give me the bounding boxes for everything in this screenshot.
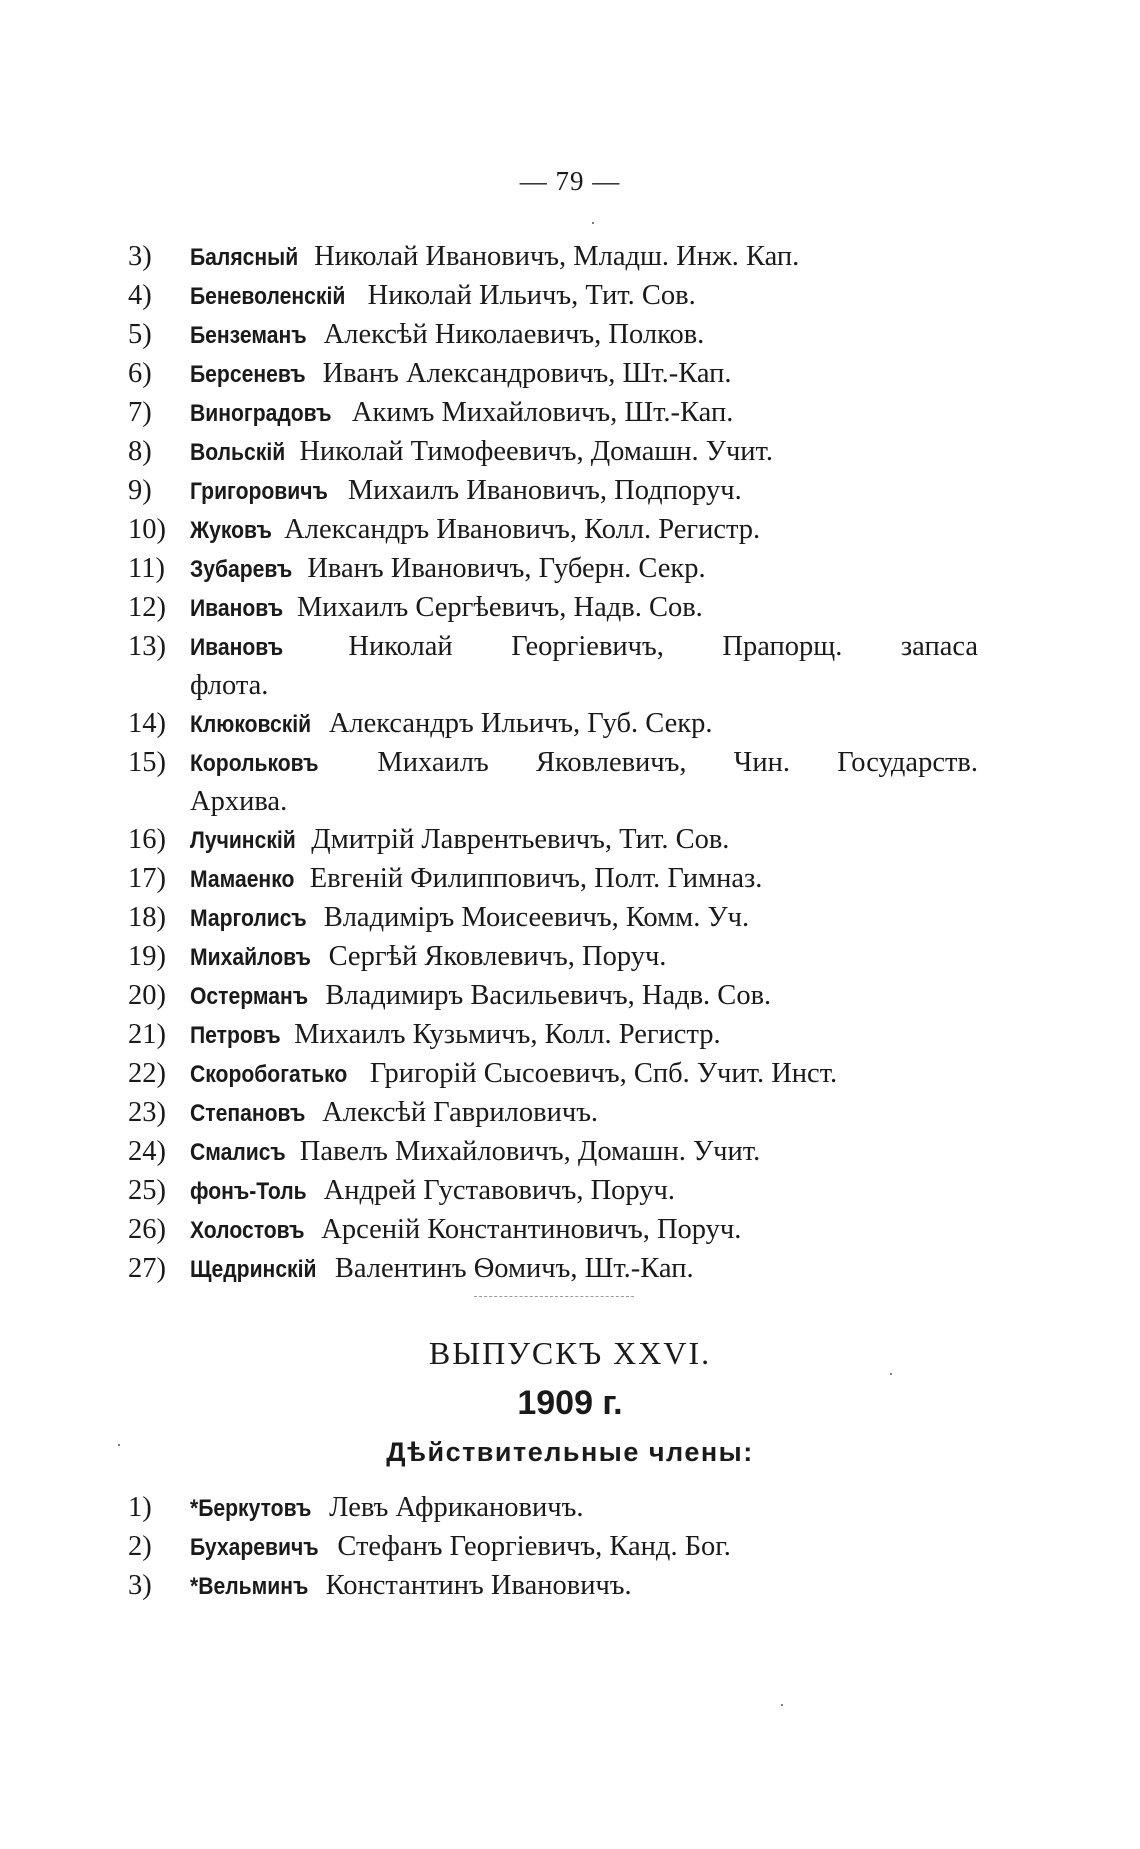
- entry-details: Григорій Сысоевичъ, Спб. Учит. Инст.: [369, 1058, 838, 1089]
- member-entry: [128, 744, 978, 821]
- member-entry: [128, 628, 978, 705]
- member-entry: [128, 550, 978, 589]
- entry-number: 2): [128, 1531, 152, 1562]
- entry-details: Михаилъ Яковлевичъ, Чин. Государств.: [377, 747, 979, 778]
- entry-surname: Зубаревъ: [190, 556, 293, 583]
- entry-surname: Бенземанъ: [190, 322, 307, 349]
- entry-details: Алексѣй Гавриловичъ.: [322, 1097, 599, 1128]
- scan-speck: [592, 222, 594, 224]
- entry-details: Сергѣй Яковлевичъ, Поруч.: [328, 941, 667, 972]
- entry-number: 22): [128, 1058, 166, 1089]
- entry-surname: Клюковскій: [190, 711, 312, 738]
- member-entry: [128, 511, 978, 550]
- entry-number: 1): [128, 1492, 152, 1523]
- entry-number: 20): [128, 980, 166, 1011]
- member-entry: [128, 1172, 978, 1211]
- entry-surname: *Вельминъ: [190, 1573, 309, 1600]
- entry-surname: Остерманъ: [190, 983, 309, 1010]
- entry-details: Арсеній Константиновичъ, Поруч.: [321, 1214, 742, 1245]
- entry-surname: Бухаревичъ: [190, 1534, 319, 1561]
- entry-number: 3): [128, 1570, 152, 1601]
- member-1909-entry: [128, 1489, 978, 1528]
- entry-surname: Степановъ: [190, 1100, 306, 1127]
- entry-surname: Ивановъ: [190, 634, 284, 661]
- scan-speck: [781, 1704, 783, 1706]
- entry-details: Александръ Ивановичъ, Колл. Регистр.: [284, 514, 761, 545]
- entry-number: 8): [128, 436, 152, 467]
- entry-number: 16): [128, 824, 166, 855]
- entry-number: 27): [128, 1253, 166, 1284]
- member-entry: [128, 1211, 978, 1250]
- entry-surname: Лучинскій: [190, 827, 296, 854]
- entry-number: 24): [128, 1136, 166, 1167]
- entry-details: Дмитрій Лаврентьевичъ, Тит. Сов.: [311, 824, 730, 855]
- entry-number: 25): [128, 1175, 166, 1206]
- entry-surname: Ивановъ: [190, 595, 284, 622]
- entry-number: 4): [128, 280, 152, 311]
- entry-number: 14): [128, 708, 166, 739]
- entry-number: 9): [128, 475, 152, 506]
- entry-details: Николай Ильичъ, Тит. Сов.: [367, 280, 696, 311]
- entry-number: 10): [128, 514, 166, 545]
- entry-details: Павелъ Михайловичъ, Домашн. Учит.: [299, 1136, 761, 1167]
- entry-details: Владимиръ Васильевичъ, Надв. Сов.: [325, 980, 772, 1011]
- member-entry: [128, 1133, 978, 1172]
- entry-surname: Корольковъ: [190, 750, 319, 777]
- member-list-1909: [128, 1489, 978, 1606]
- scan-speck: [890, 1373, 892, 1375]
- entry-details: Александръ Ильичъ, Губ. Секр.: [328, 708, 713, 739]
- entry-surname: Виноградовъ: [190, 400, 332, 427]
- entry-number: 12): [128, 592, 166, 623]
- entry-details: Николай Георгіевичъ, Прапорщ. запаса: [348, 631, 979, 662]
- entry-details: Николай Тимофеевичъ, Домашн. Учит.: [299, 436, 773, 467]
- entry-number: 13): [128, 631, 166, 662]
- entry-surname: Беневоленскій: [190, 283, 346, 310]
- entry-number: 3): [128, 241, 152, 272]
- member-1909-entry: [128, 1567, 978, 1606]
- section-title: ВЫПУСКЪ XXVI.: [428, 1335, 712, 1371]
- entry-details: Михаилъ Сергѣевичъ, Надв. Сов.: [296, 592, 703, 623]
- member-entry: [128, 938, 978, 977]
- section-year: 1909 г.: [517, 1384, 623, 1422]
- member-entry: [128, 899, 978, 938]
- member-entry: [128, 1016, 978, 1055]
- entry-surname: фонъ-Толь: [190, 1178, 307, 1205]
- entry-details: Левъ Африкановичъ.: [329, 1492, 584, 1523]
- entry-number: 23): [128, 1097, 166, 1128]
- member-entry: [128, 394, 978, 433]
- entry-continuation: Архива.: [190, 786, 288, 817]
- entry-number: 7): [128, 397, 152, 428]
- entry-number: 26): [128, 1214, 166, 1245]
- entry-surname: Петровъ: [190, 1022, 281, 1049]
- entry-number: 11): [128, 553, 165, 584]
- section-divider: [474, 1296, 634, 1297]
- entry-surname: *Беркутовъ: [190, 1495, 312, 1522]
- entry-surname: Жуковъ: [190, 517, 272, 544]
- entry-number: 19): [128, 941, 166, 972]
- scan-speck: [118, 1444, 120, 1446]
- entry-surname: Григоровичъ: [190, 478, 328, 505]
- entry-number: 18): [128, 902, 166, 933]
- entry-surname: Смалисъ: [190, 1139, 286, 1166]
- entry-number: 21): [128, 1019, 166, 1050]
- member-entry: [128, 589, 978, 628]
- entry-details: Валентинъ Ѳомичъ, Шт.-Кап.: [334, 1253, 694, 1284]
- entry-surname: Марголисъ: [190, 905, 307, 932]
- entry-number: 15): [128, 747, 166, 778]
- member-entry: [128, 977, 978, 1016]
- member-entry: [128, 705, 978, 744]
- entry-details: Михаилъ Кузьмичъ, Колл. Регистр.: [294, 1019, 721, 1050]
- entry-surname: Михайловъ: [190, 944, 311, 971]
- section-subtitle: Дѣйствительные члены:: [386, 1437, 754, 1467]
- entry-number: 17): [128, 863, 166, 894]
- entry-continuation: флота.: [190, 670, 269, 701]
- entry-number: 5): [128, 319, 152, 350]
- entry-surname: Щедринскій: [190, 1256, 317, 1283]
- entry-details: Евгеній Филипповичъ, Полт. Гимназ.: [309, 863, 763, 894]
- entry-surname: Скоробогатько: [190, 1061, 348, 1088]
- entry-details: Константинъ Ивановичъ.: [325, 1570, 632, 1601]
- member-entry: [128, 433, 978, 472]
- member-entry: [128, 316, 978, 355]
- entry-details: Владиміръ Моисеевичъ, Комм. Уч.: [323, 902, 750, 933]
- page-number: — 79 —: [519, 166, 621, 196]
- entry-surname: Балясный: [190, 244, 299, 271]
- member-entry: [128, 1094, 978, 1133]
- member-entry: [128, 860, 978, 899]
- member-entry: [128, 821, 978, 860]
- member-entry: [128, 1055, 978, 1094]
- entry-surname: Берсеневъ: [190, 361, 306, 388]
- entry-details: Николай Ивановичъ, Младш. Инж. Кап.: [314, 241, 800, 272]
- member-entry: [128, 238, 978, 277]
- entry-details: Акимъ Михайловичъ, Шт.-Кап.: [351, 397, 734, 428]
- entry-details: Андрей Густавовичъ, Поруч.: [323, 1175, 675, 1206]
- entry-details: Алексѣй Николаевичъ, Полков.: [323, 319, 705, 350]
- entry-details: Иванъ Ивановичъ, Губерн. Секр.: [307, 553, 706, 584]
- entry-surname: Холостовъ: [190, 1217, 305, 1244]
- member-entry: [128, 1250, 978, 1289]
- entry-surname: Вольскій: [190, 439, 286, 466]
- member-1909-entry: [128, 1528, 978, 1567]
- entry-surname: Мамаенко: [190, 866, 295, 893]
- entry-details: Михаилъ Ивановичъ, Подпоруч.: [347, 475, 742, 506]
- entry-number: 6): [128, 358, 152, 389]
- entry-details: Иванъ Александровичъ, Шт.-Кап.: [322, 358, 732, 389]
- member-entry: [128, 355, 978, 394]
- entry-details: Стефанъ Георгіевичъ, Канд. Бог.: [337, 1531, 731, 1562]
- member-entry: [128, 472, 978, 511]
- member-entry: [128, 277, 978, 316]
- member-list-previous: [128, 238, 978, 1289]
